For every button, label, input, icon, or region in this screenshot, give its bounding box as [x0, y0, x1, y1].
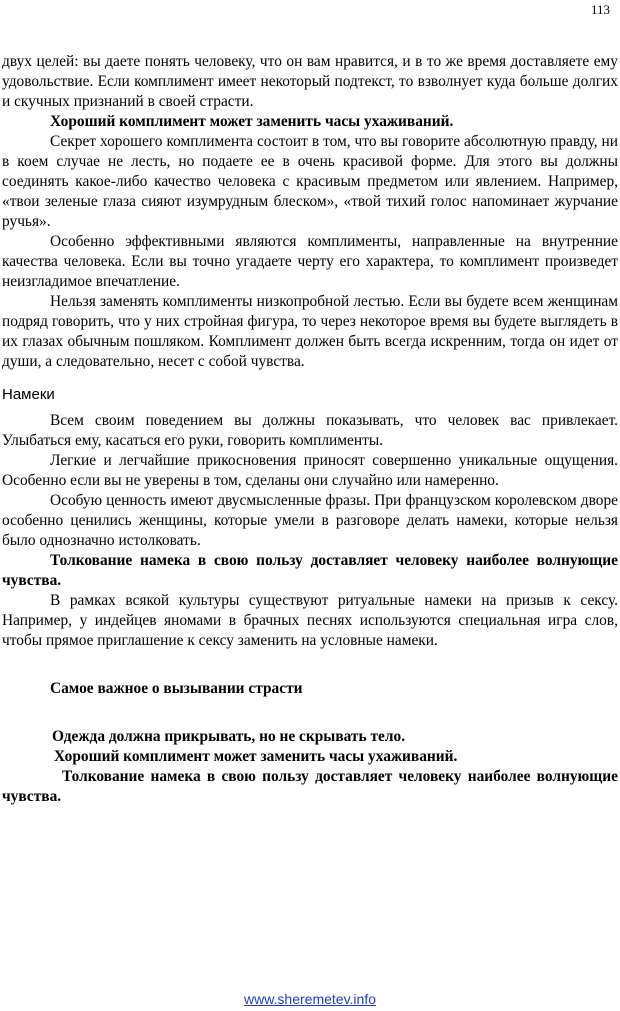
summary-item: Одежда должна прикрывать, но не скрывать тело. [52, 728, 406, 745]
summary-list [2, 727, 618, 807]
paragraph: Секрет хорошего комплимента состоит в том, что вы говорите абсолютную правду, ни в коем случае не лесть, но подаете ее в очень красивой форме. Для этого вы должны соединять какое-либо качество человека с красивым предметом или явлением. Например, «твои зеленые глаза сияют изумрудным блеском», «твой тихий голос напоминает журчание ручья». [2, 133, 618, 230]
paragraph: Легкие и легчайшие прикосновения приносят совершенно уникальные ощущения. Особенно если вы не уверены в том, сделаны они случайно или намеренно. [2, 452, 618, 489]
paragraph: Особенно эффективными являются комплименты, направленные на внутренние качества человека. Если вы точно угадаете черту его характера, то комплимент произведет неизгладимое впечатление. [2, 233, 618, 290]
summary-item: Хороший комплимент может заменить часы ухаживаний. [54, 748, 458, 765]
paragraph: Нельзя заменять комплименты низкопробной лестью. Если вы будете всем женщинам подряд говорить, что у них стройная фигура, то через некоторое время вы будете выглядеть в их глазах обычным пошляком. Комплимент должен быть всегда искренним, тогда он идет от души, а следовательно, несет с собой чувства. [2, 293, 618, 370]
paragraph: Особую ценность имеют двусмысленные фразы. При французском королевском дворе особенно ценились женщины, которые умели в разговоре делать намеки, которые нельзя было однозначно истолковать. [2, 492, 618, 549]
paragraph: В рамках всякой культуры существуют ритуальные намеки на призыв к сексу. Например, у индейцев яномами в брачных песнях используются специальная игра слов, чтобы прямое приглашение к сексу заменить на условные намеки. [2, 592, 618, 649]
page-body [2, 52, 618, 807]
page-number: 113 [590, 2, 610, 17]
summary-item: Толкование намека в свою пользу доставляет человеку наиболее волнующие чувства. [2, 768, 618, 805]
paragraph: Всем своим поведением вы должны показывать, что человек вас привлекает. Улыбаться ему, касаться его руки, говорить комплименты. [2, 412, 618, 449]
key-point: Толкование намека в свою пользу доставляет человеку наиболее волнующие чувства. [2, 552, 618, 589]
website-link[interactable]: www.sheremetev.info [243, 991, 376, 1007]
key-point: Хороший комплимент может заменить часы ухаживаний. [50, 113, 454, 130]
paragraph: двух целей: вы даете понять человеку, что он вам нравится, и в то же время доставляете ему удовольствие. Если комплимент имеет некоторый подтекст, то взволнует куда больше долгих и скучных признаний в своей страсти. [2, 53, 618, 110]
section-heading: Намеки [2, 386, 55, 403]
summary-heading: Самое важное о вызывании страсти [50, 680, 303, 697]
